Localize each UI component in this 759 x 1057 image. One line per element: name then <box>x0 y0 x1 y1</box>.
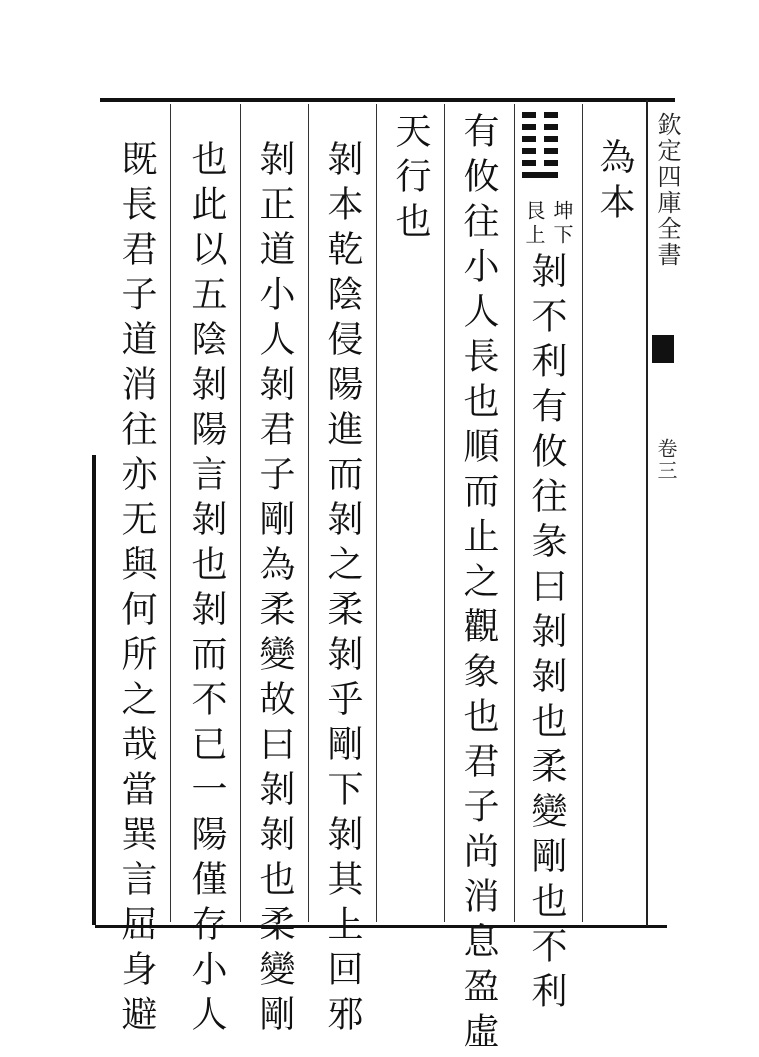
hexagram-upper-label: 坤下 <box>550 200 574 248</box>
text-column-6: 剝正道小人剝君子剛為柔變故曰剝剝也柔變剛 <box>254 140 295 1040</box>
text-column-5: 剝本乾陰侵陽進而剝之柔剝乎剛下剝其上回邪 <box>322 140 363 1040</box>
column-divider <box>376 104 377 922</box>
column-divider <box>444 104 445 922</box>
frame-left-rule <box>92 455 96 925</box>
text-column-1: 為本 <box>594 138 635 228</box>
column-divider <box>514 104 515 922</box>
column-divider <box>308 104 309 922</box>
bo-hexagram-icon <box>522 112 558 184</box>
frame-bottom-rule <box>95 925 667 928</box>
frame-top-rule <box>100 98 675 102</box>
text-column-8: 既長君子道消往亦无與何所之哉當巽言屈身避 <box>116 140 157 1040</box>
column-divider <box>582 104 583 922</box>
fishtail-mark <box>652 335 674 363</box>
hexagram-lower-label: 艮上 <box>522 200 546 248</box>
text-column-2: 剝不利有攸往彖曰剝剝也柔變剛也不利 <box>526 252 567 1017</box>
text-column-7: 也此以五陰剝陽言剝也剝而不已一陽僅存小人 <box>186 140 227 1040</box>
text-column-4: 天行也 <box>390 112 431 247</box>
column-divider <box>240 104 241 922</box>
book-title-margin: 欽定四庫全書 <box>653 112 681 268</box>
volume-label: 卷三 <box>654 438 678 482</box>
frame-right-rule <box>646 100 648 926</box>
text-column-3: 有攸往小人長也順而止之觀象也君子尚消息盈虛 <box>458 112 499 1057</box>
column-divider <box>170 104 171 922</box>
